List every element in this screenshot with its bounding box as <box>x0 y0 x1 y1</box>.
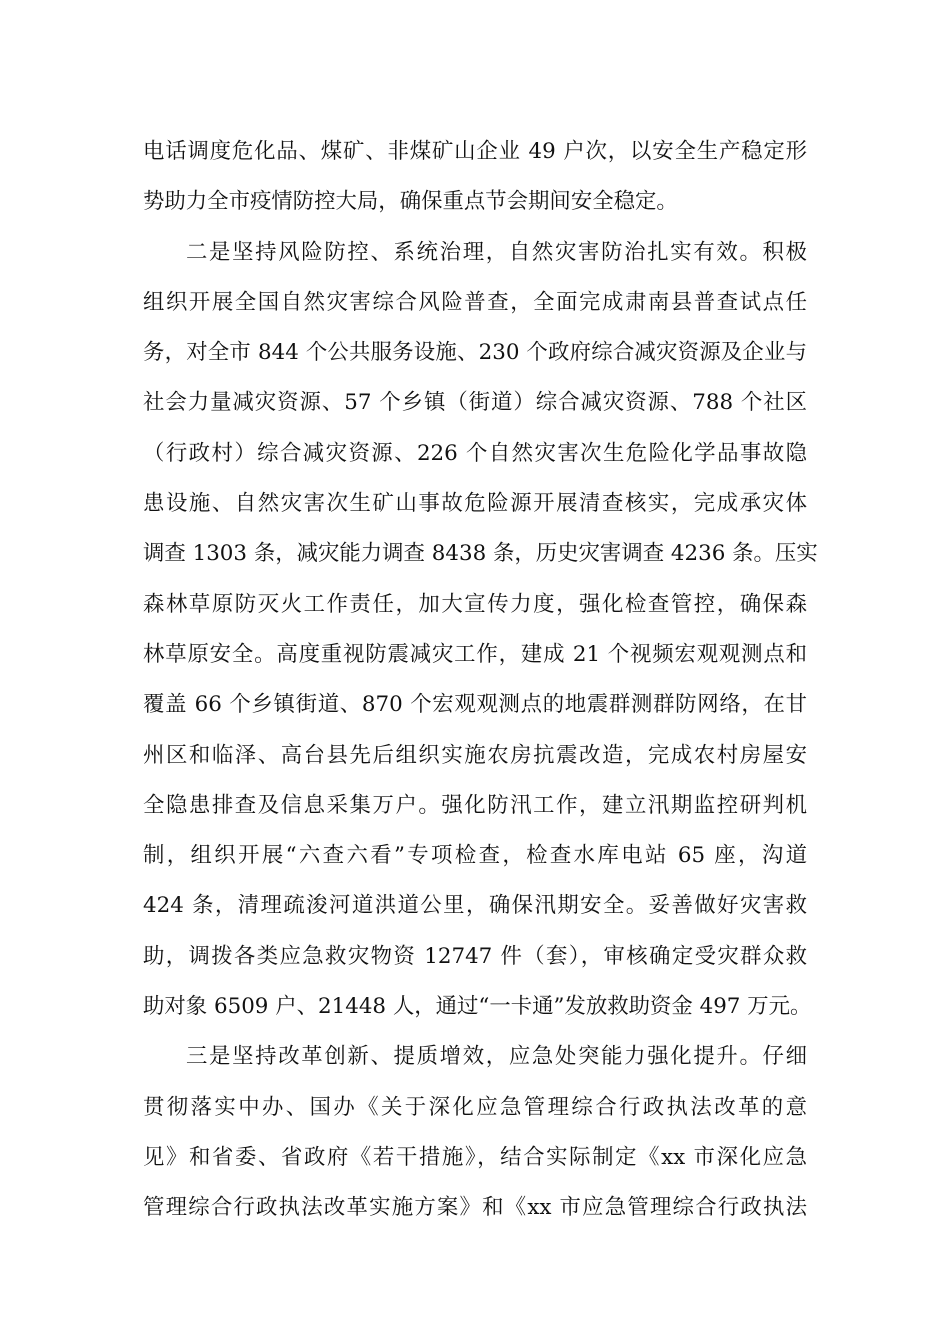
text-line: 社会力量减灾资源、57 个乡镇（街道）综合减灾资源、788 个社区 <box>143 390 807 416</box>
text-line: 全隐患排查及信息采集万户。强化防汛工作，建立汛期监控研判机 <box>143 792 807 818</box>
text-line: 424 条，清理疏浚河道洪道公里，确保汛期安全。妥善做好灾害救 <box>143 893 807 919</box>
body-text <box>143 127 818 1234</box>
text-line: 组织开展全国自然灾害综合风险普查，全面完成肃南县普查试点任 <box>143 289 807 315</box>
text-line: 林草原安全。高度重视防震减灾工作，建成 21 个视频宏观观测点和 <box>143 641 807 667</box>
text-line: 管理综合行政执法改革实施方案》和《xx 市应急管理综合行政执法 <box>143 1195 807 1221</box>
paragraph-start-line: 三是坚持改革创新、提质增效，应急处突能力强化提升。仔细 <box>186 1044 807 1070</box>
text-line: 州区和临泽、高台县先后组织实施农房抗震改造，完成农村房屋安 <box>143 742 807 768</box>
text-line: 森林草原防灭火工作责任，加大宣传力度，强化检查管控，确保森 <box>143 591 807 617</box>
text-line: 务，对全市 844 个公共服务设施、230 个政府综合减灾资源及企业与 <box>143 340 807 366</box>
text-line: 患设施、自然灾害次生矿山事故危险源开展清查核实，完成承灾体 <box>143 491 807 517</box>
text-line: 助，调拨各类应急救灾物资 12747 件（套），审核确定受灾群众救 <box>143 943 807 969</box>
text-line: 贯彻落实中办、国办《关于深化应急管理综合行政执法改革的意 <box>143 1094 807 1120</box>
text-line: 覆盖 66 个乡镇街道、870 个宏观观测点的地震群测群防网络，在甘 <box>143 692 807 718</box>
text-line: （行政村）综合减灾资源、226 个自然灾害次生危险化学品事故隐 <box>143 440 807 466</box>
text-line: 见》和省委、省政府《若干措施》，结合实际制定《xx 市深化应急 <box>143 1144 807 1170</box>
text-line: 制，组织开展“六查六看”专项检查，检查水库电站 65 座，沟道 <box>143 843 807 869</box>
text-line: 调查 1303 条，减灾能力调查 8438 条，历史灾害调查 4236 条。压实 <box>143 541 818 567</box>
paragraph-start-line: 二是坚持风险防控、系统治理，自然灾害防治扎实有效。积极 <box>186 239 807 265</box>
text-line: 助对象 6509 户、21448 人，通过“一卡通”发放救助资金 497 万元。 <box>143 994 812 1020</box>
text-line: 势助力全市疫情防控大局，确保重点节会期间安全稳定。 <box>143 189 678 215</box>
text-line: 电话调度危化品、煤矿、非煤矿山企业 49 户次，以安全生产稳定形 <box>143 139 807 164</box>
